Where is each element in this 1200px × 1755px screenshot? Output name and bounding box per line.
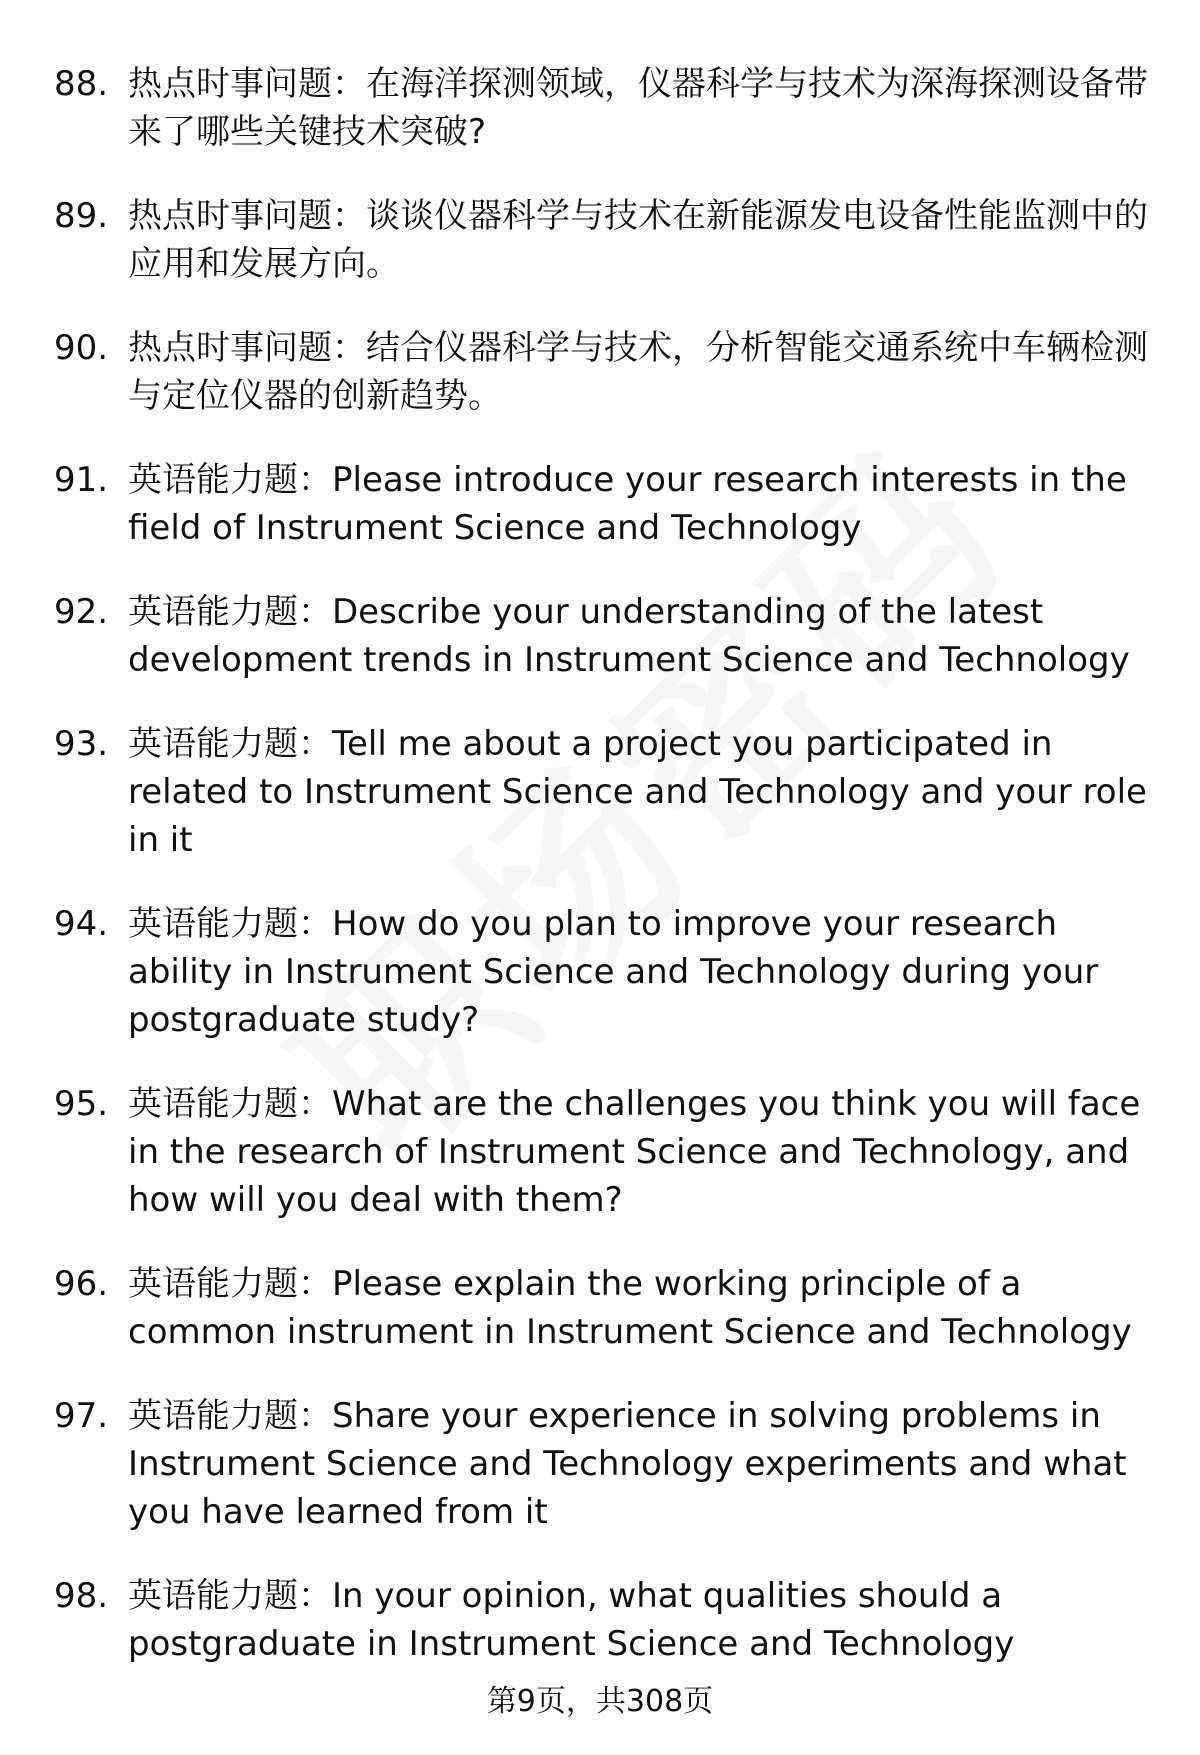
question-item (0, 324, 1200, 420)
question-number: 93. (54, 724, 109, 764)
page-number-footer: 第9页，共308页 (486, 1684, 714, 1719)
question-text: 热点时事问题：谈谈仪器科学与技术在新能源发电设备性能监测中的应用和发展方向。 (128, 196, 1148, 284)
question-text: 热点时事问题：在海洋探测领域，仪器科学与技术为深海探测设备带来了哪些关键技术突破? (128, 64, 1148, 152)
question-item (0, 1260, 1200, 1356)
question-number: 98. (54, 1576, 109, 1616)
question-item (0, 1392, 1200, 1536)
question-number: 91. (54, 460, 109, 500)
question-item (0, 588, 1200, 684)
question-number: 95. (54, 1084, 109, 1124)
question-item (0, 900, 1200, 1044)
question-number: 96. (54, 1264, 109, 1304)
question-number: 88. (54, 64, 109, 104)
question-number: 90. (54, 328, 109, 368)
question-item (0, 720, 1200, 864)
question-number: 89. (54, 196, 109, 236)
question-item (0, 60, 1200, 156)
question-list (0, 60, 1200, 1704)
question-item (0, 1572, 1200, 1668)
question-text: 英语能力题：How do you plan to improve your research ability in Instrument Science and Technology during your postgraduate study? (128, 904, 1099, 1040)
question-item (0, 1080, 1200, 1224)
question-item (0, 456, 1200, 552)
question-text: 英语能力题：Tell me about a project you participated in related to Instrument Science and Technology and your role in it (128, 724, 1147, 860)
question-text: 英语能力题：Please introduce your research interests in the field of Instrument Science and Technology (128, 460, 1127, 548)
question-text: 热点时事问题：结合仪器科学与技术，分析智能交通系统中车辆检测与定位仪器的创新趋势。 (128, 328, 1148, 416)
question-number: 97. (54, 1396, 109, 1436)
question-number: 94. (54, 904, 109, 944)
question-text: 英语能力题：Share your experience in solving problems in Instrument Science and Technology experiments and what you have learned from it (128, 1396, 1127, 1532)
question-text: 英语能力题：Describe your understanding of the latest development trends in Instrument Science and Technology (128, 592, 1130, 680)
question-item (0, 192, 1200, 288)
question-text: 英语能力题：Please explain the working principle of a common instrument in Instrument Science and Technology (128, 1264, 1132, 1352)
question-text: 英语能力题：What are the challenges you think you will face in the research of Instrument Science and Technology, and how will you deal with them? (128, 1084, 1141, 1220)
question-text: 英语能力题：In your opinion, what qualities should a postgraduate in Instrument Science and Technology (128, 1576, 1015, 1664)
question-number: 92. (54, 592, 109, 632)
